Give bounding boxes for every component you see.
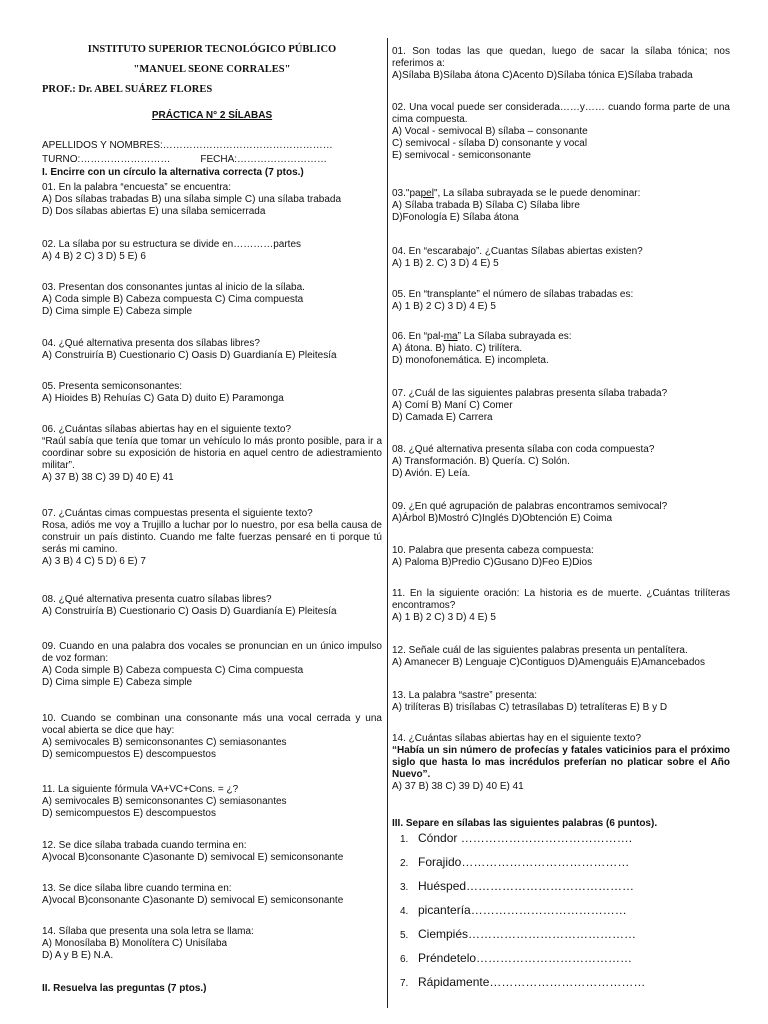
right-question-13: [392, 690, 730, 714]
question-options: D)Fonología E) Sílaba átona: [392, 212, 519, 223]
question-text: 06. En “pal-ma” La Sílaba subrayada es:: [392, 331, 572, 342]
question-07: [42, 508, 382, 568]
question-options: D) semicompuestos E) descompuestos: [42, 749, 216, 760]
right-question-08: [392, 444, 730, 480]
section-2-title: II. Resuelva las preguntas (7 ptos.): [42, 983, 207, 994]
question-options: A) Hioides B) Rehuías C) Gata D) duito E) Paramonga: [42, 393, 284, 404]
question-options: A) Monosílaba B) Monolítera C) Unisílaba: [42, 938, 228, 949]
question-text: 03."papel", La sílaba subrayada se le puede denominar:: [392, 188, 641, 199]
question-options: A) Construiría B) Cuestionario C) Oasis D) Guardianía E) Pleitesía: [42, 350, 337, 361]
question-options: A) Dos sílabas trabadas B) una sílaba simple C) una sílaba trabada: [42, 194, 342, 205]
right-question-10: [392, 545, 730, 569]
question-text: 09. Cuando en una palabra dos vocales se pronuncian en un único impulso de voz forman:: [42, 641, 382, 664]
question-text: 05. Presenta semiconsonantes:: [42, 381, 183, 392]
syllable-item: 3. Huésped……………………………………: [400, 879, 635, 893]
question-text: 10. Palabra que presenta cabeza compuesta:: [392, 545, 594, 556]
question-05: [42, 381, 382, 405]
question-passage: Rosa, adiós me voy a Trujillo a luchar por lo nuestro, por esa bella causa de construir un país distinto. Cuando me falte fuerzas pensaré en ti porque tú serás mi camino.: [42, 520, 382, 555]
right-question-03: [392, 188, 730, 224]
column-divider: [387, 38, 388, 1008]
question-options: A) Amanecer B) Lenguaje C)Contiguos D)Amenguáis E)Amancebados: [392, 657, 705, 668]
question-text: 02. Una vocal puede ser considerada……y…… cuando forma parte de una cima compuesta.: [392, 102, 730, 125]
question-options: A) Vocal - semivocal B) sílaba – consonante: [392, 126, 588, 137]
question-passage: “Había un sin número de profecías y fatales vaticinios para el próximo siglo que hasta lo mas incrédulos preferían no platicar sobre el Año Nuevo”.: [392, 745, 730, 780]
question-options: A) Paloma B)Predio C)Gusano D)Feo E)Dios: [392, 557, 593, 568]
question-01: [42, 182, 382, 218]
right-question-01: [392, 46, 730, 82]
right-question-07: [392, 388, 730, 424]
question-text: 08. ¿Qué alternativa presenta sílaba con coda compuesta?: [392, 444, 655, 455]
syllable-item: 7. Rápidamente…………………………………: [400, 975, 646, 989]
question-options: A) Coda simple B) Cabeza compuesta C) Cima compuesta: [42, 665, 304, 676]
question-options: A) Transformación. B) Quería. C) Solón.: [392, 456, 570, 467]
question-options: A) semivocales B) semiconsonantes C) semiasonantes: [42, 796, 287, 807]
question-06: [42, 424, 382, 484]
question-text: 14. ¿Cuántas sílabas abiertas hay en el siguiente texto?: [392, 733, 642, 744]
question-options: A) átona. B) hiato. C) trilítera.: [392, 343, 523, 354]
question-options: A)Sílaba B)Sílaba átona C)Acento D)Sílaba tónica E)Sílaba trabada: [392, 70, 693, 81]
professor-name: PROF.: Dr. ABEL SUÁREZ FLORES: [42, 84, 213, 95]
question-options: A) 4 B) 2 C) 3 D) 5 E) 6: [42, 251, 146, 262]
question-text: 11. La siguiente fórmula VA+VC+Cons. = ¿?: [42, 784, 239, 795]
section-3-title: III. Separe en sílabas las siguientes palabras (6 puntos).: [392, 818, 658, 829]
right-question-05: [392, 289, 730, 313]
question-options: A)vocal B)consonante C)asonante D) semivocal E) semiconsonante: [42, 895, 344, 906]
question-04: [42, 338, 382, 362]
question-options: E) semivocal - semiconsonante: [392, 150, 531, 161]
question-text: 08. ¿Qué alternativa presenta cuatro sílabas libres?: [42, 594, 272, 605]
syllable-item: 2. Forajido……………………………………: [400, 855, 630, 869]
question-13: [42, 883, 382, 907]
underlined-syllable: pel: [420, 188, 434, 199]
question-options: A) Construiría B) Cuestionario C) Oasis D) Guardianía E) Pleitesía: [42, 606, 337, 617]
question-02: [42, 239, 382, 263]
question-options: D) semicompuestos E) descompuestos: [42, 808, 216, 819]
right-question-04: [392, 246, 730, 270]
question-options: A) 1 B) 2 C) 3 D) 4 E) 5: [392, 301, 496, 312]
syllable-item: 5. Ciempiés……………………………………: [400, 927, 637, 941]
question-09: [42, 641, 382, 689]
question-03: [42, 282, 382, 318]
question-options: A) semivocales B) semiconsonantes C) semiasonantes: [42, 737, 287, 748]
question-options: D) monofonemática. E) incompleta.: [392, 355, 549, 366]
question-options: C) semivocal - sílaba D) consonante y vocal: [392, 138, 588, 149]
question-options: A) 1 B) 2. C) 3 D) 4 E) 5: [392, 258, 499, 269]
question-text: 04. ¿Qué alternativa presenta dos sílabas libres?: [42, 338, 260, 349]
question-text: 07. ¿Cuál de las siguientes palabras presenta sílaba trabada?: [392, 388, 668, 399]
right-question-02: [392, 102, 730, 162]
syllable-item: 1. Cóndor …………………………………….: [400, 831, 633, 845]
question-options: A) Comí B) Maní C) Comer: [392, 400, 513, 411]
institution-title: INSTITUTO SUPERIOR TECNOLÓGICO PÚBLICO: [87, 44, 337, 55]
question-options: A) 37 B) 38 C) 39 D) 40 E) 41: [392, 781, 524, 792]
question-text: 02. La sílaba por su estructura se divide en…………partes: [42, 239, 302, 250]
question-text: 04. En “escarabajo”. ¿Cuantas Sílabas abiertas existen?: [392, 246, 643, 257]
question-12: [42, 840, 382, 864]
question-options: A) 3 B) 4 C) 5 D) 6 E) 7: [42, 556, 146, 567]
right-column: [392, 0, 730, 1024]
question-text: 01. Son todas las que quedan, luego de sacar la sílaba tónica; nos referimos a:: [392, 46, 730, 69]
question-options: A)vocal B)consonante C)asonante D) semivocal E) semiconsonante: [42, 852, 344, 863]
right-question-14: [392, 733, 730, 793]
left-column: [42, 0, 382, 1024]
syllable-item: 4. picantería…………………………………: [400, 903, 627, 917]
shift-field: TURNO:………………………: [42, 154, 171, 165]
question-options: A) Sílaba trabada B) Sílaba C) Sílaba libre: [392, 200, 580, 211]
question-text: 01. En la palabra “encuesta” se encuentra:: [42, 182, 232, 193]
question-text: 11. En la siguiente oración: La historia es de muerte. ¿Cuántas trilíteras encontramos?: [392, 588, 730, 611]
right-question-12: [392, 645, 730, 669]
right-question-06: [392, 331, 730, 367]
question-08: [42, 594, 382, 618]
question-text: 06. ¿Cuántas sílabas abiertas hay en el siguiente texto?: [42, 424, 292, 435]
syllable-item: 6. Préndetelo…………………………………: [400, 951, 633, 965]
question-options: D) A y B E) N.A.: [42, 950, 114, 961]
name-field: APELLIDOS Y NOMBRES:……………………………………………: [42, 140, 333, 151]
institute-name: "MANUEL SEONE CORRALES": [133, 64, 291, 75]
question-14: [42, 926, 382, 962]
question-options: A)Árbol B)Mostró C)Inglés D)Obtención E) Coima: [392, 513, 613, 524]
question-options: A) Coda simple B) Cabeza compuesta C) Cima compuesta: [42, 294, 304, 305]
question-text: 03. Presentan dos consonantes juntas al inicio de la sílaba.: [42, 282, 305, 293]
question-passage: “Raúl sabía que tenía que tomar un vehículo lo más pronto posible, para ir a coordinar sobre su exposición de historia en aquel centro de adiestramiento militar”.: [42, 436, 382, 471]
question-text: 14. Sílaba que presenta una sola letra se llama:: [42, 926, 254, 937]
question-options: D) Camada E) Carrera: [392, 412, 493, 423]
question-options: D) Cima simple E) Cabeza simple: [42, 306, 193, 317]
question-options: D) Dos sílabas abiertas E) una sílaba semicerrada: [42, 206, 266, 217]
right-question-11: [392, 588, 730, 624]
question-options: D) Cima simple E) Cabeza simple: [42, 677, 193, 688]
right-question-09: [392, 501, 730, 525]
question-text: 09. ¿En qué agrupación de palabras encontramos semivocal?: [392, 501, 668, 512]
question-options: D) Avión. E) Leía.: [392, 468, 471, 479]
question-text: 10. Cuando se combinan una consonante más una vocal cerrada y una vocal abierta se dice que hay:: [42, 713, 382, 736]
question-text: 12. Señale cuál de las siguientes palabras presenta un pentalítera.: [392, 645, 688, 656]
shift-date-row: [42, 154, 382, 166]
question-text: 13. Se dice sílaba libre cuando termina en:: [42, 883, 232, 894]
question-text: 12. Se dice sílaba trabada cuando termina en:: [42, 840, 247, 851]
question-text: 07. ¿Cuántas cimas compuestas presenta el siguiente texto?: [42, 508, 313, 519]
question-11: [42, 784, 382, 820]
practice-title: PRÁCTICA N° 2 SÍLABAS: [151, 110, 273, 121]
question-options: A) 37 B) 38 C) 39 D) 40 E) 41: [42, 472, 174, 483]
underlined-syllable: ma: [443, 331, 458, 342]
question-text: 13. La palabra “sastre” presenta:: [392, 690, 538, 701]
question-text: 05. En “transplante” el número de sílabas trabadas es:: [392, 289, 634, 300]
date-field: FECHA:………………………: [200, 154, 328, 165]
question-10: [42, 713, 382, 761]
question-options: A) 1 B) 2 C) 3 D) 4 E) 5: [392, 612, 496, 623]
question-options: A) trilíteras B) trisílabas C) tetrasílabas D) tetralíteras E) B y D: [392, 702, 668, 713]
section-1-title: I. Encirre con un círculo la alternativa correcta (7 ptos.): [42, 167, 304, 178]
